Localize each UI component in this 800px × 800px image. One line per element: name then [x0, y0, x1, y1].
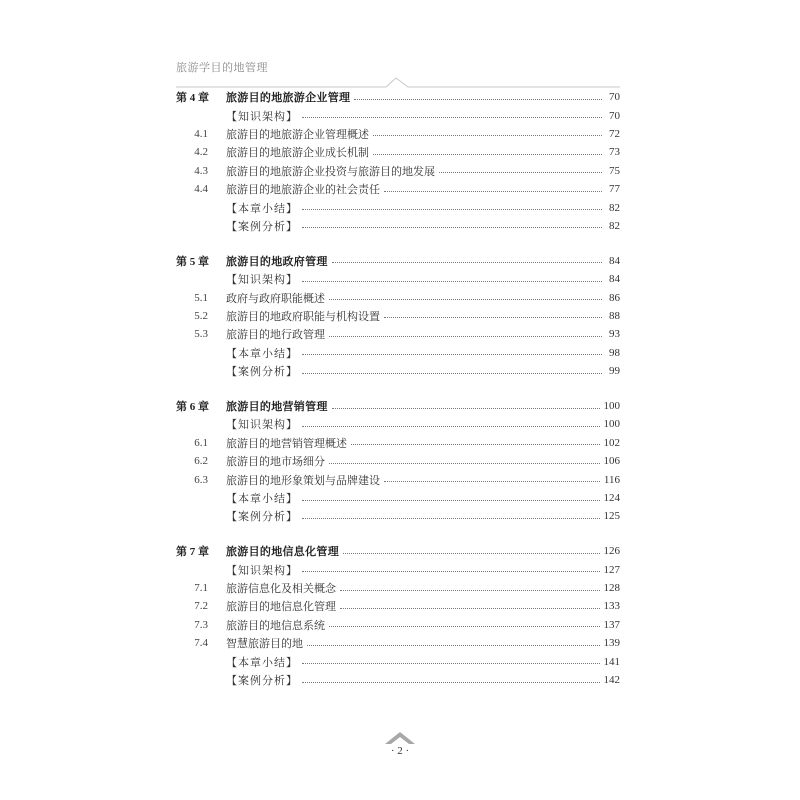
section-page: 86: [609, 291, 620, 304]
dot-leader: [302, 373, 602, 374]
section-number: 4.2: [194, 146, 208, 159]
dot-leader: [340, 608, 600, 609]
toc-bracket-entry[interactable]: [176, 362, 620, 380]
section-number: 7.2: [194, 600, 208, 613]
page-number: · 2 ·: [390, 745, 410, 757]
section-title: 智慧旅游目的地: [226, 637, 303, 651]
dot-leader: [302, 682, 600, 683]
section-number: 5.3: [194, 328, 208, 341]
chapter-page: 126: [603, 545, 620, 558]
toc-section-row[interactable]: [176, 634, 620, 652]
section-title: 旅游目的地形象策划与品牌建设: [226, 473, 380, 487]
section-number: 6.3: [194, 473, 208, 486]
section-page: 133: [603, 600, 620, 613]
section-title: 【本章小结】: [226, 346, 298, 360]
dot-leader: [332, 262, 602, 263]
chapter-spacer: [176, 526, 620, 543]
section-title: 【知识架构】: [226, 109, 298, 123]
toc-section-row[interactable]: [176, 452, 620, 470]
chapter-title: 旅游目的地政府管理: [226, 254, 328, 268]
toc-bracket-entry[interactable]: [176, 217, 620, 235]
section-page: 125: [603, 510, 620, 523]
toc-section-row[interactable]: [176, 470, 620, 488]
toc-section-row[interactable]: [176, 325, 620, 343]
toc-bracket-entry[interactable]: [176, 270, 620, 288]
section-title: 旅游目的地旅游企业管理概述: [226, 127, 369, 141]
section-number: 4.4: [194, 183, 208, 196]
chapter-spacer: [176, 235, 620, 252]
section-title: 【本章小结】: [226, 492, 298, 505]
dot-leader: [329, 299, 602, 300]
dot-leader: [384, 191, 602, 192]
dot-leader: [329, 463, 600, 464]
toc-bracket-entry[interactable]: [176, 652, 620, 670]
section-title: 旅游目的地信息化管理: [226, 600, 336, 614]
dot-leader: [340, 590, 600, 591]
dot-leader: [439, 172, 602, 173]
section-page: 98: [609, 346, 620, 359]
toc-section-row[interactable]: [176, 288, 620, 306]
section-page: 72: [609, 127, 620, 140]
chevron-up-icon: [385, 730, 415, 744]
toc-bracket-entry[interactable]: [176, 507, 620, 525]
toc-bracket-entry[interactable]: [176, 415, 620, 433]
section-title: 【案例分析】: [226, 219, 298, 233]
dot-leader: [302, 663, 600, 664]
table-of-contents: [176, 88, 620, 689]
section-title: 旅游信息化及相关概念: [226, 582, 336, 596]
toc-bracket-entry[interactable]: [176, 198, 620, 216]
toc-chapter-row[interactable]: [176, 542, 620, 560]
section-title: 【本章小结】: [226, 655, 298, 669]
toc-section-row[interactable]: [176, 162, 620, 180]
section-page: 102: [603, 436, 620, 449]
section-page: 82: [609, 219, 620, 232]
section-page: 88: [609, 309, 620, 322]
dot-leader: [302, 209, 602, 210]
chapter-label: 第 5 章: [176, 255, 209, 268]
section-page: 82: [609, 201, 620, 214]
section-title: 旅游目的地营销管理概述: [226, 436, 347, 450]
section-page: 77: [609, 183, 620, 196]
section-page: 84: [609, 273, 620, 286]
dot-leader: [329, 626, 600, 627]
dot-leader: [351, 444, 600, 445]
toc-section-row[interactable]: [176, 125, 620, 143]
section-page: 116: [603, 473, 620, 486]
toc-section-row[interactable]: [176, 180, 620, 198]
section-title: 旅游目的地旅游企业投资与旅游目的地发展: [226, 164, 435, 178]
chapter-title: 旅游目的地旅游企业管理: [226, 91, 351, 105]
chapter-label: 第 4 章: [176, 92, 209, 105]
section-number: 7.4: [194, 637, 208, 650]
section-number: 5.2: [194, 309, 208, 322]
section-title: 【本章小结】: [226, 201, 298, 215]
toc-bracket-entry[interactable]: [176, 671, 620, 689]
section-title: 【案例分析】: [226, 365, 298, 379]
dot-leader: [302, 281, 602, 282]
page-footer: [0, 730, 800, 757]
section-page: 100: [603, 418, 620, 431]
section-title: 旅游目的地行政管理: [226, 328, 325, 342]
section-page: 124: [603, 492, 620, 504]
chapter-page: 70: [609, 91, 620, 104]
section-title: 【知识架构】: [226, 418, 298, 432]
chapter-label: 第 7 章: [176, 546, 209, 559]
running-header-title: 旅游学目的地管理: [176, 61, 268, 74]
dot-leader: [332, 408, 600, 409]
dot-leader: [302, 354, 602, 355]
toc-bracket-entry[interactable]: [176, 560, 620, 578]
section-number: 4.1: [194, 127, 208, 140]
section-page: 99: [609, 365, 620, 378]
section-page: 70: [609, 109, 620, 122]
section-page: 93: [609, 328, 620, 341]
section-number: 4.3: [194, 164, 208, 177]
section-title: 【知识架构】: [226, 563, 298, 577]
chapter-page: 84: [609, 254, 620, 267]
section-page: 75: [609, 164, 620, 177]
dot-leader: [302, 426, 600, 427]
section-page: 127: [603, 563, 620, 576]
toc-section-row[interactable]: [176, 579, 620, 597]
dot-leader: [384, 317, 602, 318]
section-page: 73: [609, 146, 620, 159]
section-page: 142: [603, 674, 620, 687]
toc-section-row[interactable]: [176, 616, 620, 634]
dot-leader: [373, 135, 602, 136]
section-title: 旅游目的地旅游企业成长机制: [226, 146, 369, 160]
toc-bracket-entry[interactable]: [176, 106, 620, 124]
toc-chapter-row[interactable]: [176, 397, 620, 415]
section-title: 【案例分析】: [226, 510, 298, 524]
toc-chapter-row[interactable]: [176, 252, 620, 270]
section-title: 【案例分析】: [226, 674, 298, 688]
chapter-title: 旅游目的地营销管理: [226, 400, 328, 414]
chapter-page: 100: [603, 400, 620, 413]
dot-leader: [302, 571, 600, 572]
dot-leader: [302, 117, 602, 118]
section-title: 【知识架构】: [226, 273, 298, 287]
dot-leader: [373, 154, 602, 155]
dot-leader: [343, 553, 600, 554]
section-number: 6.1: [194, 436, 208, 449]
dot-leader: [329, 336, 602, 337]
toc-bracket-entry[interactable]: [176, 344, 620, 362]
dot-leader: [354, 99, 602, 100]
section-page: 141: [603, 655, 620, 668]
section-title: 旅游目的地信息系统: [226, 618, 325, 632]
section-number: 5.1: [194, 291, 208, 304]
section-page: 137: [603, 618, 620, 631]
section-page: 139: [603, 637, 620, 650]
dot-leader: [302, 518, 600, 519]
dot-leader: [384, 481, 600, 482]
section-title: 旅游目的地市场细分: [226, 455, 325, 469]
section-page: 106: [603, 455, 620, 468]
chapter-title: 旅游目的地信息化管理: [226, 545, 339, 559]
section-number: 6.2: [194, 455, 208, 468]
chapter-label: 第 6 章: [176, 401, 209, 414]
section-title: 旅游目的地旅游企业的社会责任: [226, 183, 380, 197]
section-number: 7.1: [194, 582, 208, 595]
dot-leader: [302, 227, 602, 228]
chapter-spacer: [176, 380, 620, 397]
toc-section-row[interactable]: [176, 597, 620, 615]
section-title: 旅游目的地政府职能与机构设置: [226, 309, 380, 323]
section-number: 7.3: [194, 618, 208, 631]
toc-section-row[interactable]: [176, 307, 620, 325]
toc-section-row[interactable]: [176, 143, 620, 161]
section-title: 政府与政府职能概述: [226, 291, 325, 305]
toc-bracket-entry[interactable]: [176, 489, 620, 507]
toc-chapter-row[interactable]: [176, 88, 620, 106]
section-page: 128: [603, 582, 620, 595]
dot-leader: [307, 645, 600, 646]
toc-section-row[interactable]: [176, 434, 620, 452]
dot-leader: [302, 500, 600, 501]
